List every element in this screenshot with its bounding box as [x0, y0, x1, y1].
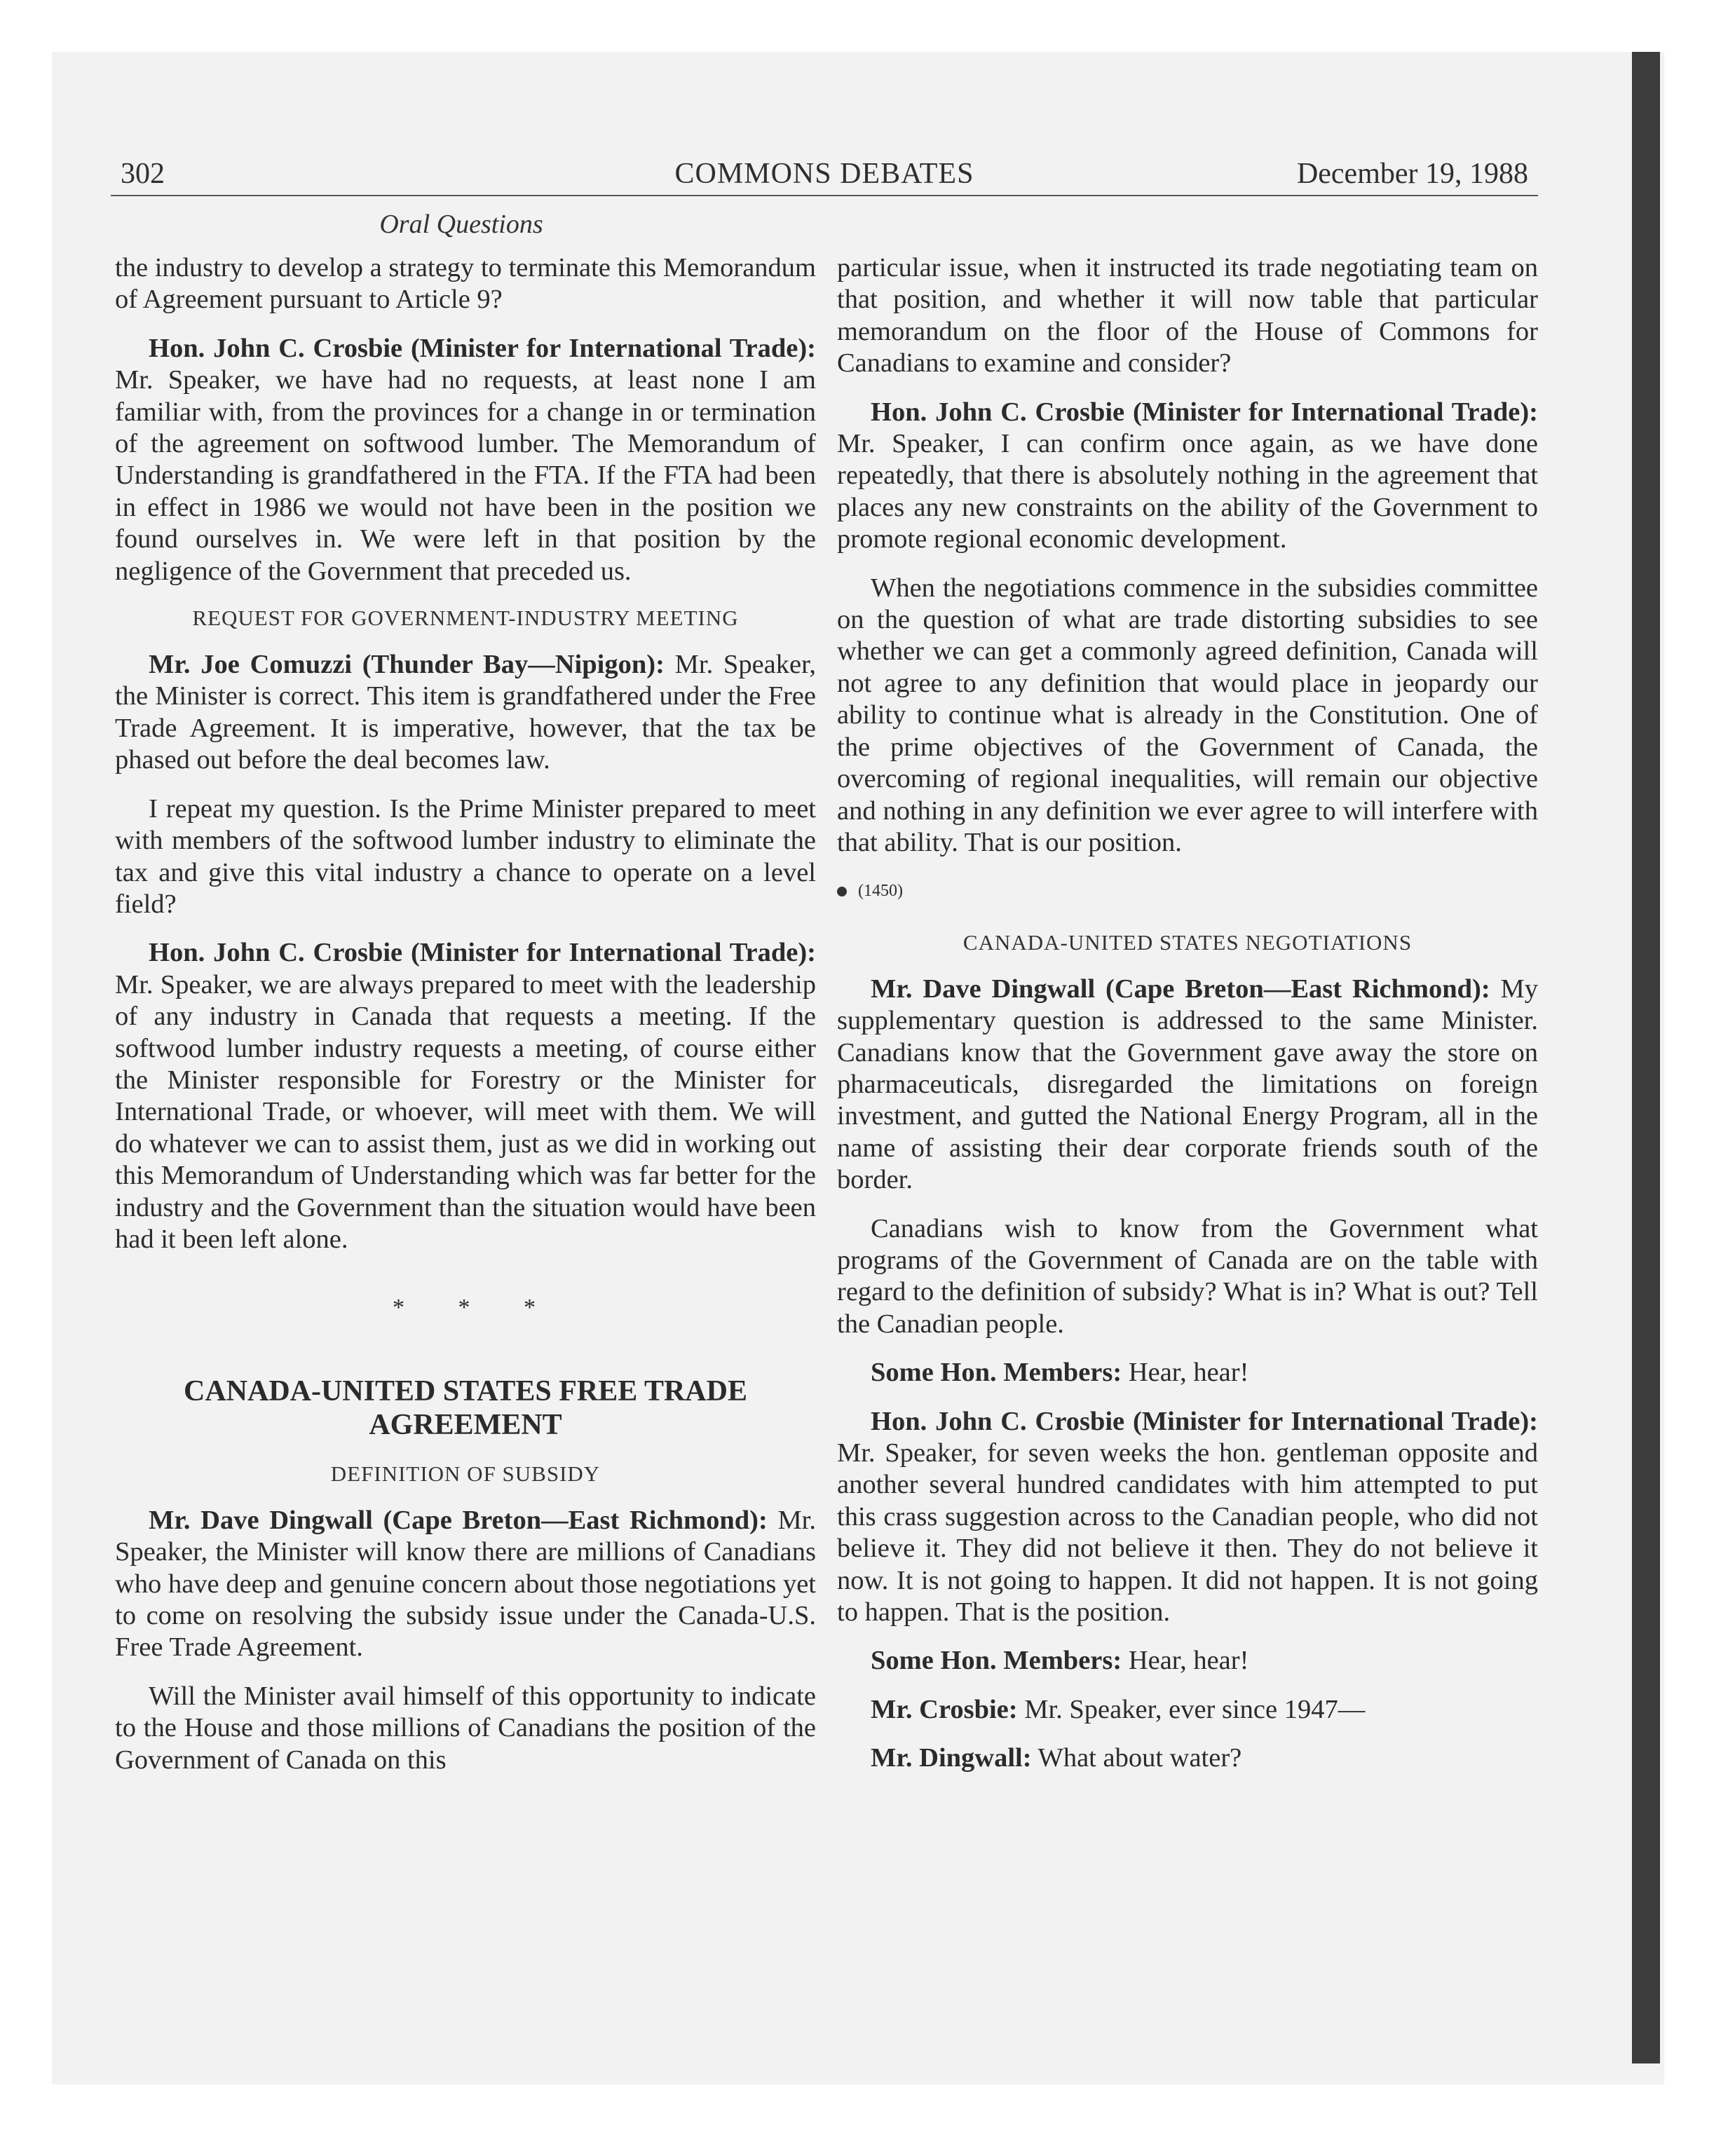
- paragraph: [115, 333, 816, 587]
- paragraph: [837, 1742, 1538, 1774]
- paragraph: Will the Minister avail himself of this opportunity to indicate to the House and those millions of Canadians the position of the Government of Canada on this: [115, 1681, 816, 1775]
- section-label: Oral Questions: [379, 210, 543, 239]
- paragraph: [837, 974, 1538, 1196]
- speaker-name: Hon. John C. Crosbie (Minister for International Trade):: [871, 397, 1538, 427]
- right-column: [837, 252, 1538, 1792]
- speaker-name: Mr. Dave Dingwall (Cape Breton—East Richmond):: [871, 974, 1490, 1004]
- time-stamp: (1450): [858, 882, 903, 901]
- paragraph: [115, 937, 816, 1255]
- speaker-name: Some Hon. Members:: [871, 1646, 1122, 1676]
- speech-text: Mr. Speaker, we are always prepared to meet with the leadership of any industry in Canada that requests a meeting. If the softwood lumber industry requests a meeting, of course either the Minister responsible for Forestry or the Minister for International Trade, or whoever, will meet with them. We will do whatever we can to assist them, just as we did in working out this Memorandum of Understanding which was far better for the industry and the Government than the situation would have been had it been left alone.: [115, 969, 816, 1254]
- speech-text: Mr. Speaker, I can confirm once again, as we have done repeatedly, that there is absolutely nothing in the agreement that places any new constraints on the ability of the Government to promote regional economic development.: [837, 429, 1538, 554]
- paragraph: [837, 397, 1538, 556]
- speaker-name: Hon. John C. Crosbie (Minister for International Trade):: [871, 1406, 1538, 1436]
- publication-title: COMMONS DEBATES: [674, 158, 974, 190]
- publication-date: December 19, 1988: [1296, 158, 1528, 190]
- paragraph: [837, 1694, 1538, 1726]
- paragraph: [837, 1357, 1538, 1389]
- speaker-name: Hon. John C. Crosbie (Minister for International Trade):: [149, 938, 816, 968]
- running-header: [111, 154, 1538, 196]
- speech-text: Hear, hear!: [1122, 1358, 1249, 1388]
- speaker-name: Mr. Crosbie:: [871, 1694, 1018, 1724]
- speech-text: Mr. Speaker, the Minister will know there are millions of Canadians who have deep and genuine concern about those negotiations yet to come on resolving the subsidy issue under the Canada-U.S. Free Trade Agreement.: [115, 1505, 816, 1663]
- paragraph: the industry to develop a strategy to terminate this Memorandum of Agreement pursuant to Article 9?: [115, 253, 816, 315]
- speech-text: Mr. Speaker, ever since 1947—: [1017, 1694, 1366, 1724]
- speech-text: Mr. Speaker, we have had no requests, at least none I am familiar with, from the provinces for a change in or termination of the agreement on softwood lumber. The Memorandum of Understanding is grandfathered in the FTA. If the FTA had been in effect in 1986 we would not have been in the position we found ourselves in. We were left in that position by the negligence of the Government that preceded us.: [115, 365, 816, 586]
- subheading: CANADA-UNITED STATES NEGOTIATIONS: [962, 929, 1413, 955]
- paragraph: [115, 1505, 816, 1664]
- subheading: DEFINITION OF SUBSIDY: [330, 1461, 601, 1486]
- speech-text: My supplementary question is addressed to the same Minister. Canadians know that the Government gave away the store on pharmaceuticals, disregarded the limitations on foreign investment, and gutted the National Energy Program, all in the name of assisting their dear corporate friends south of the border.: [837, 974, 1538, 1195]
- speech-text: Mr. Speaker, the Minister is correct. This item is grandfathered under the Free Trade Agreement. It is imperative, however, that the tax be phased out before the deal becomes law.: [115, 650, 816, 775]
- speaker-name: Mr. Dingwall:: [871, 1743, 1032, 1773]
- paragraph: Canadians wish to know from the Government what programs of the Government of Canada are on the table with regard to the definition of subsidy? What is in? What is out? Tell the Canadian people.: [837, 1213, 1538, 1339]
- paragraph: [115, 649, 816, 777]
- paragraph: particular issue, when it instructed its trade negotiating team on that position, and whether it will now table that particular memorandum on the floor of the House of Commons for Canadians to examine and consider?: [837, 253, 1538, 378]
- paragraph: [837, 1645, 1538, 1677]
- left-column: [115, 252, 816, 1793]
- speaker-name: Mr. Joe Comuzzi (Thunder Bay—Nipigon):: [149, 650, 665, 680]
- speaker-name: Mr. Dave Dingwall (Cape Breton—East Richmond):: [149, 1505, 768, 1535]
- page-number: 302: [121, 158, 165, 190]
- paragraph: [837, 1406, 1538, 1629]
- bullet-dot-icon: [837, 887, 847, 896]
- time-marker: [837, 875, 1538, 907]
- document-page: [111, 154, 1538, 1956]
- speech-text: Mr. Speaker, for seven weeks the hon. gentleman opposite and another several hundred candidates with him attempted to put this crass suggestion across to the Canadian people, who did not believe it. They did not believe it then. They do not believe it now. It is not going to happen. It did not happen. It is not going to happen. That is the position.: [837, 1438, 1538, 1628]
- speech-text: Hear, hear!: [1122, 1646, 1249, 1676]
- section-heading: CANADA-UNITED STATES FREE TRADE AGREEMENT: [184, 1374, 747, 1441]
- speaker-name: Some Hon. Members:: [871, 1358, 1122, 1388]
- speaker-name: Hon. John C. Crosbie (Minister for International Trade):: [149, 333, 816, 363]
- section-divider-stars: * * *: [393, 1295, 559, 1321]
- paragraph: I repeat my question. Is the Prime Minister prepared to meet with members of the softwood lumber industry to eliminate the tax and give this vital industry a chance to operate on a level field?: [115, 793, 816, 919]
- subheading: REQUEST FOR GOVERNMENT-INDUSTRY MEETING: [192, 606, 739, 631]
- paragraph: When the negotiations commence in the subsidies committee on the question of what are trade distorting subsidies to see whether we can get a commonly agreed definition, Canada will not agree to any definition that would place in jeopardy our ability to continue what is already in the Constitution. One of the prime objectives of the Government of Canada, the overcoming of regional inequalities, will remain our objective and nothing in any definition we ever agree to will interfere with that ability. That is our position.: [837, 573, 1538, 857]
- speech-text: What about water?: [1031, 1743, 1242, 1773]
- scan-edge-shadow: [1632, 52, 1660, 2063]
